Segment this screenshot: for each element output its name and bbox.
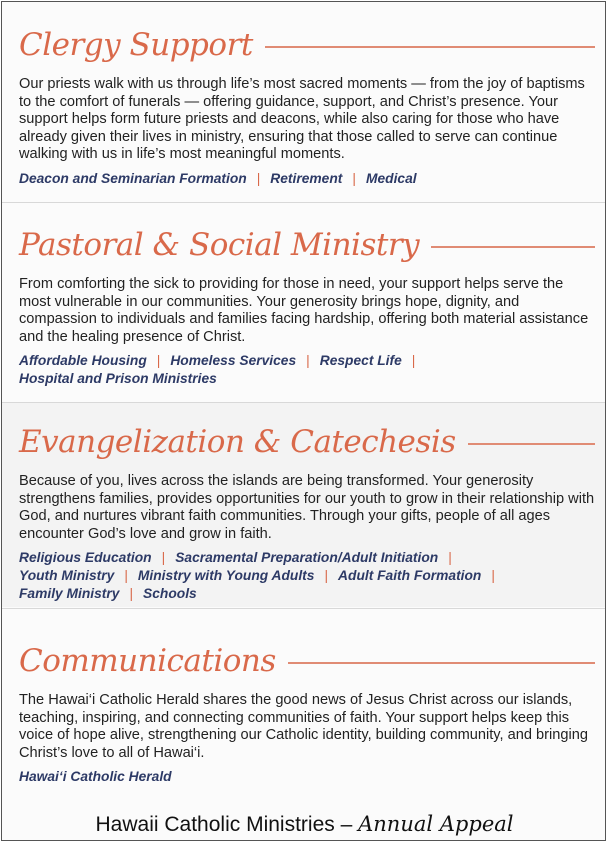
tag-list xyxy=(19,352,595,388)
fold-line xyxy=(2,608,606,609)
tag: Adult Faith Formation xyxy=(338,568,482,584)
tag-line xyxy=(19,370,595,388)
tag: Retirement xyxy=(270,170,343,186)
tag-line xyxy=(19,352,595,370)
section-heading: Clergy Support xyxy=(19,26,253,63)
section-body: Our priests walk with us through life’s most sacred moments — from the joy of baptisms to the comfort of funerals — offering guidance, support, and Christ’s presence. Your support helps form future priests and deacons, while also caring for those who have already given their lives in ministry, ensuring that those called to serve can continue walking with us in life’s most meaningful moments. xyxy=(19,76,585,163)
tag: Homeless Services xyxy=(170,353,297,369)
tag: Sacramental Preparation/Adult Initiation xyxy=(175,550,439,566)
tag-separator: | xyxy=(411,353,416,369)
tag-list xyxy=(19,768,595,786)
brochure-page xyxy=(1,1,606,841)
tag: Deacon and Seminarian Formation xyxy=(19,170,247,186)
tag: Youth Ministry xyxy=(19,568,115,584)
section-clergy-support xyxy=(2,20,606,188)
section-heading-row xyxy=(19,636,595,686)
tag-line xyxy=(19,567,595,585)
tag-line xyxy=(19,170,595,188)
section-body: Because of you, lives across the islands are being transformed. Your generosity strengthens families, provides opportunities for our youth to grow in their relationship with God, and nurtures vibrant faith communities. Through your gifts, people of all ages encounter God’s love and grow in faith. xyxy=(19,473,595,542)
tag: Ministry with Young Adults xyxy=(137,568,315,584)
tag-separator: | xyxy=(256,170,261,186)
tag: Family Ministry xyxy=(19,585,120,601)
section-heading-row xyxy=(19,20,595,70)
section-heading: Evangelization & Catechesis xyxy=(19,423,456,460)
tag-list xyxy=(19,549,595,602)
heading-rule xyxy=(468,443,595,445)
footer xyxy=(2,807,606,841)
footer-subtitle: Annual Appeal xyxy=(358,812,514,836)
tag-line xyxy=(19,585,595,603)
tag: Hawai‘i Catholic Herald xyxy=(19,769,172,785)
heading-rule xyxy=(431,246,595,248)
tag: Respect Life xyxy=(319,353,402,369)
section-heading: Pastoral & Social Ministry xyxy=(19,226,420,263)
tag-separator: | xyxy=(306,353,310,369)
tag: Medical xyxy=(365,170,417,186)
tag-separator: | xyxy=(448,550,452,566)
section-body: The Hawai‘i Catholic Herald shares the good news of Jesus Christ across our islands, teaching, inspiring, and connecting communities of faith. Your support helps keep this voice of hope alive, strengthening our Catholic identity, building community, and bringing Christ’s love to all of Hawai‘i. xyxy=(19,692,588,761)
tag-line xyxy=(19,768,595,786)
tag-list xyxy=(19,170,595,188)
tag-separator: | xyxy=(352,170,356,186)
section-evangelization xyxy=(2,403,606,607)
tag-separator: | xyxy=(324,568,329,584)
tag: Schools xyxy=(143,585,197,601)
tag-separator: | xyxy=(491,568,495,584)
tag-separator: | xyxy=(129,585,134,601)
section-heading: Communications xyxy=(19,642,276,679)
tag-separator: | xyxy=(124,568,128,584)
footer-title: Hawaii Catholic Ministries – xyxy=(95,813,353,836)
section-body: From comforting the sick to providing for those in need, your support helps serve the most vulnerable in our communities. Your generosity brings hope, dignity, and compassion to individuals and families facing hardship, offering both material assistance and the healing presence of Christ. xyxy=(19,276,589,345)
tag-separator: | xyxy=(156,353,161,369)
tag-line xyxy=(19,549,595,567)
tag: Affordable Housing xyxy=(19,353,147,369)
tag: Religious Education xyxy=(19,550,152,566)
tag: Hospital and Prison Ministries xyxy=(19,371,217,387)
heading-rule xyxy=(265,46,595,48)
section-heading-row xyxy=(19,220,595,270)
fold-line xyxy=(2,202,606,203)
section-communications xyxy=(2,636,606,786)
tag-separator: | xyxy=(161,550,166,566)
section-heading-row xyxy=(19,417,595,467)
section-pastoral-social xyxy=(2,220,606,388)
heading-rule xyxy=(288,662,595,664)
